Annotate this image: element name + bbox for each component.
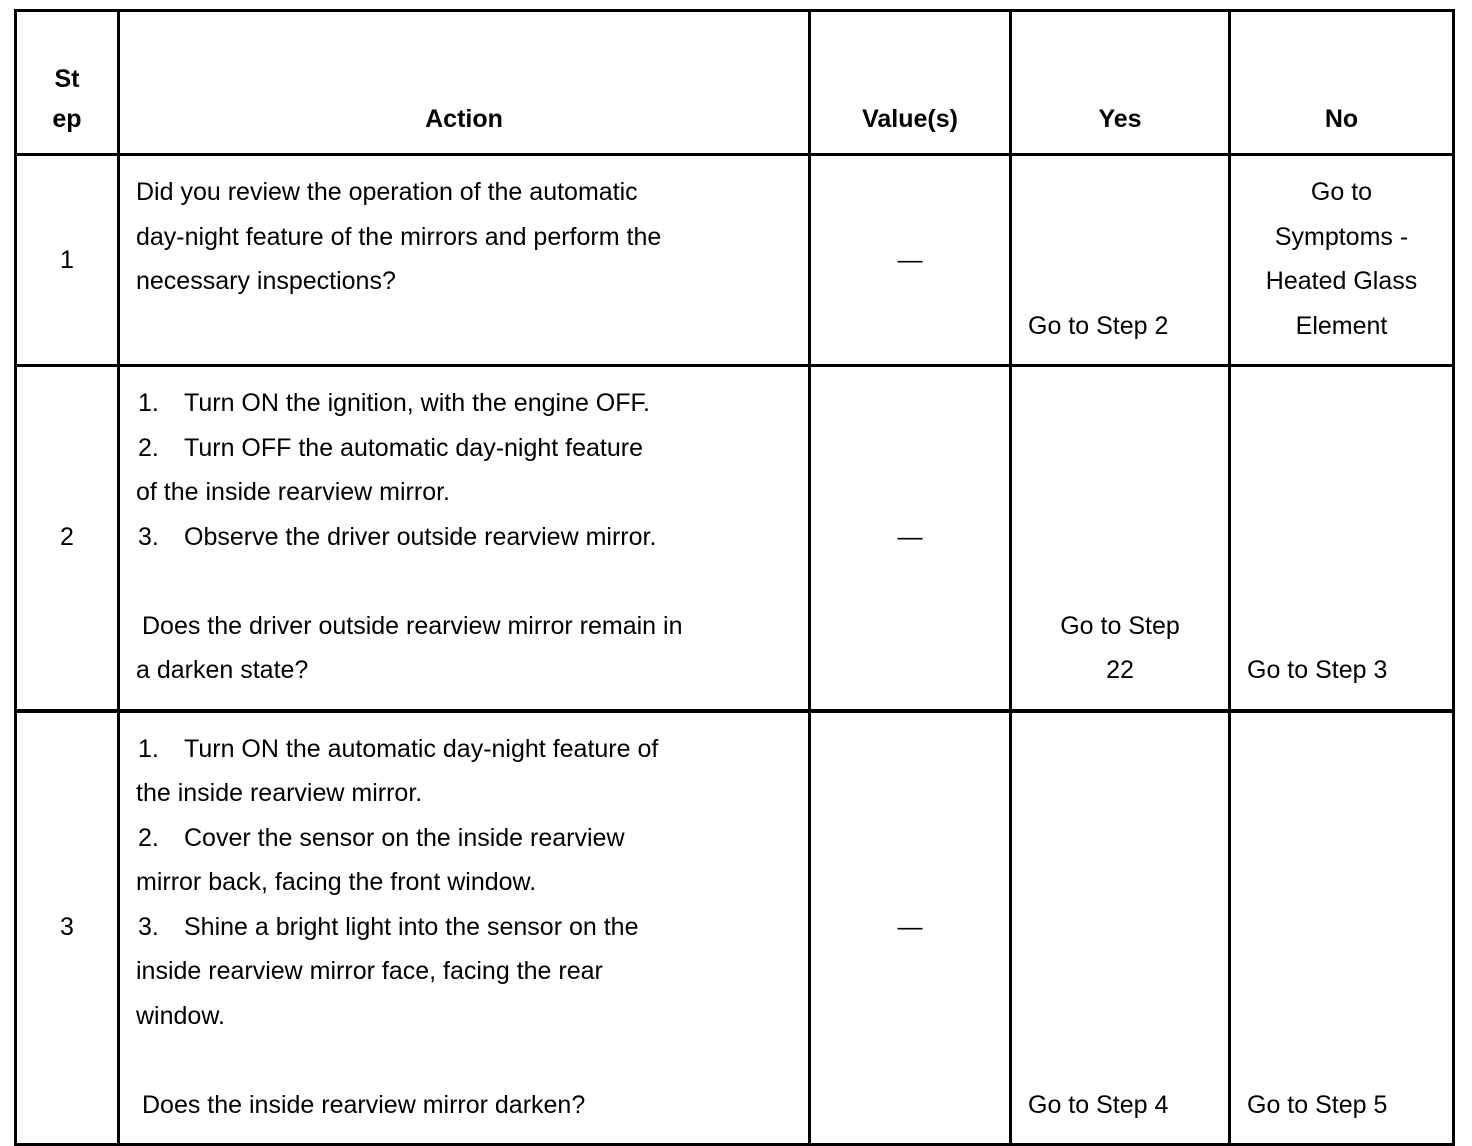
table-row [16, 366, 1454, 711]
item-text: Turn ON the automatic day-night feature of [184, 734, 659, 763]
action-cell [119, 711, 810, 1145]
no-link[interactable]: Go to [1310, 178, 1373, 206]
yes-link[interactable]: Go to Step 2 [1028, 311, 1169, 340]
table-row [16, 711, 1454, 1145]
no-link[interactable]: Element [1295, 311, 1388, 340]
header-action: Action [119, 11, 810, 155]
item-text: Turn OFF the automatic day-night feature [184, 433, 644, 462]
header-step-line: ep [52, 105, 82, 133]
header-row [16, 11, 1454, 155]
header-values: Value(s) [810, 11, 1011, 155]
question-line: Does the inside rearview mirror darken? [142, 1090, 586, 1119]
action-cell [119, 366, 810, 711]
item-text: mirror back, facing the front window. [136, 868, 537, 896]
no-link[interactable]: Go to Step 3 [1247, 656, 1388, 684]
item-number: 2. [138, 433, 159, 462]
item-text: inside rearview mirror face, facing the rear [136, 957, 603, 985]
no-cell [1230, 711, 1454, 1145]
item-text: the inside rearview mirror. [136, 779, 423, 807]
yes-cell [1011, 155, 1230, 366]
action-item [136, 816, 794, 861]
item-text: Cover the sensor on the inside rearview [184, 823, 625, 852]
item-number: 1. [138, 734, 159, 763]
yes-link[interactable]: Go to Step [1060, 611, 1180, 640]
header-step-line: St [54, 65, 80, 93]
no-link[interactable]: Heated Glass [1265, 267, 1418, 295]
action-item [136, 426, 794, 471]
action-line: Did you review the operation of the automatic [136, 178, 638, 206]
blank-line [136, 559, 794, 604]
action-item [136, 727, 794, 772]
diagnostic-table [14, 9, 1455, 1146]
blank-line [136, 1038, 794, 1083]
header-no: No [1230, 11, 1454, 155]
value-cell: — [810, 711, 1011, 1145]
item-text: Turn ON the ignition, with the engine OFF. [184, 389, 650, 417]
step-number: 3 [16, 711, 119, 1145]
no-cell [1230, 366, 1454, 711]
yes-link[interactable]: 22 [1106, 656, 1134, 684]
item-number: 3. [138, 912, 159, 941]
item-text: window. [136, 1001, 225, 1030]
action-cell [119, 155, 810, 366]
action-item [136, 771, 794, 816]
step-number: 2 [16, 366, 119, 711]
action-item [136, 470, 794, 515]
yes-link[interactable]: Go to Step 4 [1028, 1090, 1169, 1119]
item-text: of the inside rearview mirror. [136, 478, 451, 506]
action-item [136, 860, 794, 905]
item-number: 2. [138, 823, 159, 852]
no-link[interactable]: Symptoms - [1274, 222, 1409, 251]
header-yes: Yes [1011, 11, 1230, 155]
question-line: Does the driver outside rearview mirror remain in [142, 611, 683, 640]
value-cell: — [810, 155, 1011, 366]
header-step [16, 11, 119, 155]
action-item [136, 994, 794, 1039]
action-item [136, 949, 794, 994]
yes-cell [1011, 366, 1230, 711]
no-cell [1230, 155, 1454, 366]
item-number: 3. [138, 522, 159, 551]
value-cell: — [810, 366, 1011, 711]
action-item [136, 905, 794, 950]
question-line: a darken state? [136, 656, 309, 684]
item-text: Observe the driver outside rearview mirror. [184, 522, 657, 551]
action-item [136, 515, 794, 560]
item-number: 1. [138, 389, 159, 417]
item-text: Shine a bright light into the sensor on the [184, 912, 639, 941]
action-line: day-night feature of the mirrors and perform the [136, 222, 662, 251]
action-line: necessary inspections? [136, 267, 396, 295]
step-number: 1 [16, 155, 119, 366]
action-item [136, 381, 794, 426]
yes-cell [1011, 711, 1230, 1145]
no-link[interactable]: Go to Step 5 [1247, 1090, 1388, 1119]
table-row [16, 155, 1454, 366]
